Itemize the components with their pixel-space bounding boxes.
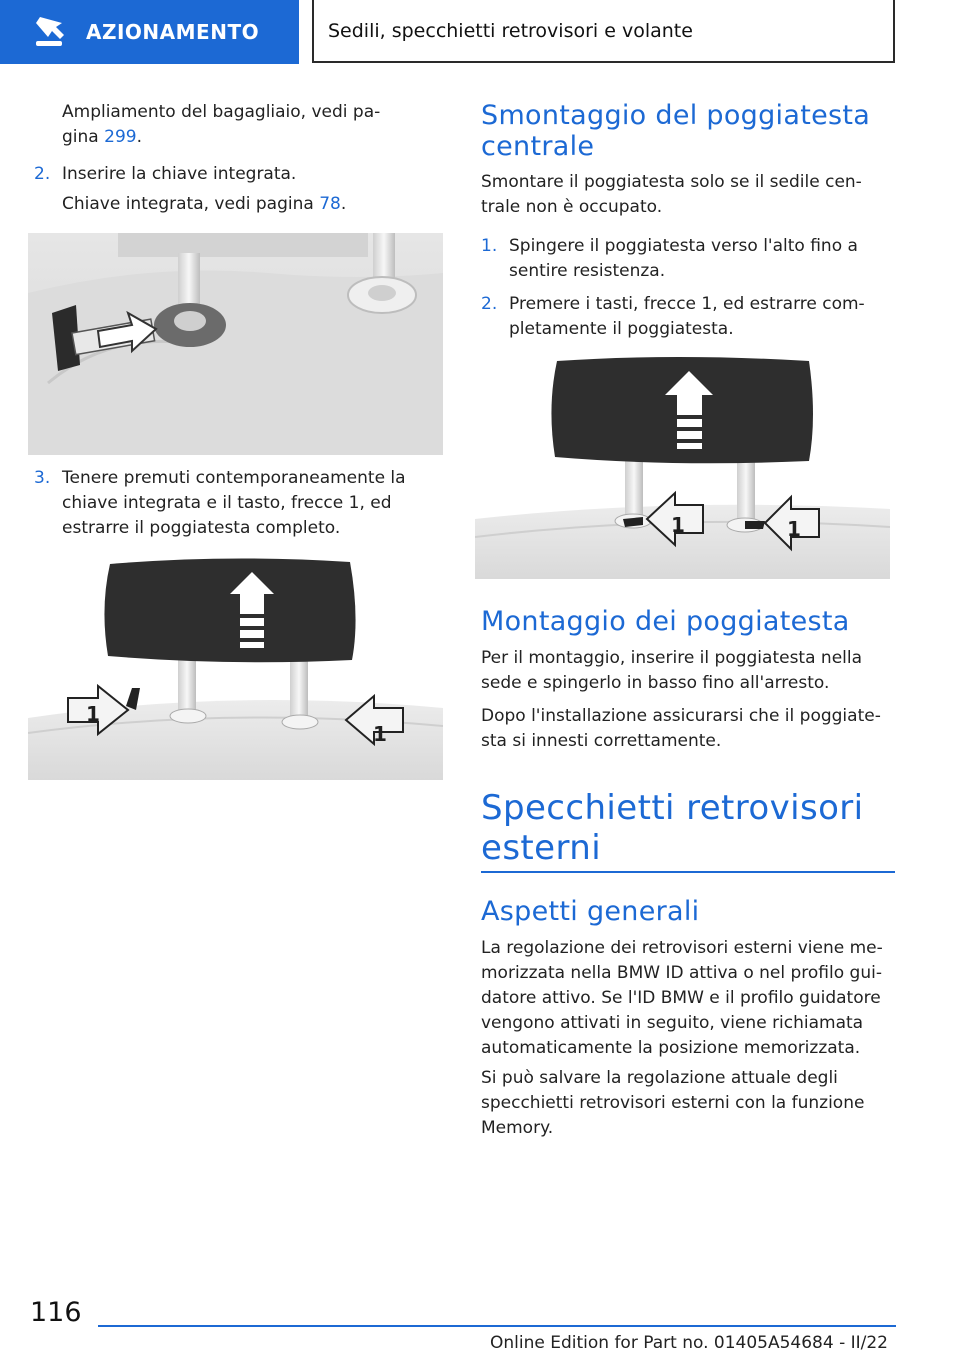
- step-number: 2.: [481, 294, 498, 314]
- chapter-title: Sedili, specchietti retrovisori e volante: [312, 0, 895, 63]
- step-number: 2.: [34, 164, 51, 184]
- aspetti-text-2: Si può salvare la regolazione attuale degli specchietti retrovisori esterni con la funzione Memory.: [481, 1068, 865, 1138]
- step-number: 3.: [34, 468, 51, 488]
- page-number: 116: [30, 1297, 82, 1328]
- illustration-remove-headrest-key: [28, 558, 443, 780]
- callout-1-left: 1: [86, 702, 100, 726]
- heading-specchietti: Specchietti retrovisori esterni: [481, 788, 864, 868]
- reference-bagagliaio: Ampliamento del bagagliaio, vedi pa- gina 299.: [62, 102, 381, 147]
- page-link-78[interactable]: 78: [319, 194, 341, 214]
- step-number: 1.: [481, 236, 498, 256]
- footer-divider: [98, 1325, 896, 1327]
- step-2: 2. Inserire la chiave integrata.: [34, 162, 434, 187]
- step-3: 3. Tenere premuti contemporaneamente la chiave integrata e il tasto, frecce 1, ed estrarre il poggiatesta completo.: [34, 468, 406, 538]
- smontaggio-step-2: 2. Premere i tasti, frecce 1, ed estrarre com- pletamente il poggiatesta.: [481, 294, 865, 339]
- remove-center-headrest-drawing: [475, 357, 890, 579]
- aspetti-text-1: La regolazione dei retrovisori esterni viene me- morizzata nella BMW ID attiva o nel profilo gui- datore attivo. Se l'ID BMW e il profilo guidatore vengono attivati in seguito, viene richiamata automaticamente la posizione memorizzata.: [481, 938, 883, 1058]
- key-insert-drawing: [28, 233, 443, 455]
- section-label: AZIONAMENTO: [86, 20, 260, 44]
- illustration-key-insert: [28, 233, 443, 455]
- callout-1-left: 1: [671, 513, 685, 537]
- page-link-299[interactable]: 299: [104, 127, 137, 147]
- heading-aspetti-generali: Aspetti generali: [481, 896, 700, 927]
- montaggio-text-1: Per il montaggio, inserire il poggiatesta nella sede e spingerlo in basso fino all'arresto.: [481, 648, 863, 693]
- section-tab: [0, 0, 299, 64]
- illustration-remove-center-headrest: [475, 357, 890, 579]
- section-divider: [481, 871, 895, 873]
- reference-chiave: Chiave integrata, vedi pagina 78.: [62, 194, 347, 214]
- smontaggio-step-1: 1. Spingere il poggiatesta verso l'alto fino a sentire resistenza.: [481, 236, 858, 281]
- smontaggio-intro: Smontare il poggiatesta solo se il sedile cen- trale non è occupato.: [481, 172, 862, 217]
- hand-pointer-icon: [30, 15, 70, 49]
- edition-note: Online Edition for Part no. 01405A54684 - II/22: [489, 1333, 888, 1353]
- montaggio-text-2: Dopo l'installazione assicurarsi che il poggiate- sta si innesti correttamente.: [481, 706, 881, 751]
- heading-smontaggio: Smontaggio del poggiatesta centrale: [481, 100, 871, 162]
- callout-1-right: 1: [787, 517, 801, 541]
- heading-montaggio: Montaggio dei poggiatesta: [481, 606, 850, 637]
- remove-headrest-key-drawing: [28, 558, 443, 780]
- callout-1-right: 1: [373, 722, 387, 746]
